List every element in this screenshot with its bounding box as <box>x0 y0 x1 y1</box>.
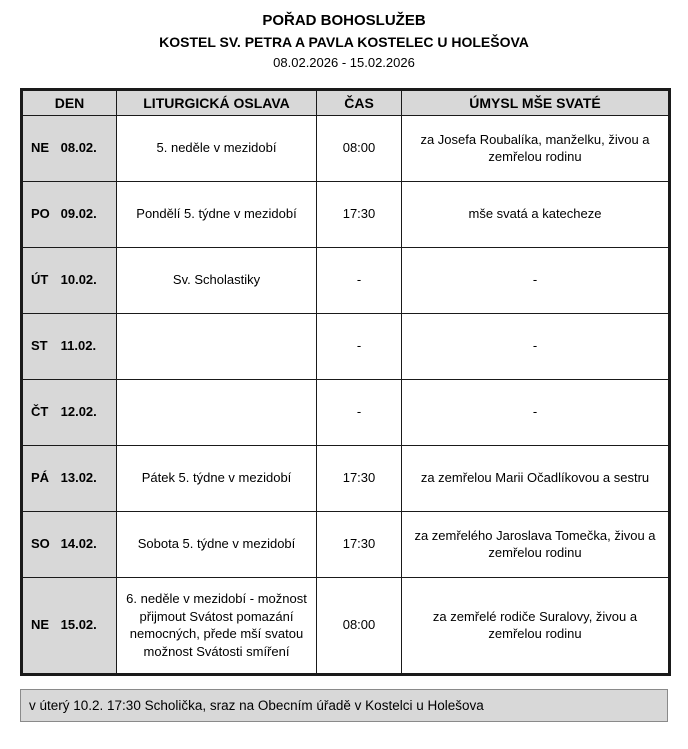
day-abbr: PÁ <box>31 470 50 486</box>
table-row <box>22 313 670 379</box>
celebration-cell: Sobota 5. týdne v mezidobí <box>117 511 317 577</box>
col-header-umysl: ÚMYSL MŠE SVATÉ <box>402 89 670 115</box>
intention-cell: za zemřelého Jaroslava Tomečka, živou a zemřelou rodinu <box>402 511 670 577</box>
intention-cell: - <box>402 313 670 379</box>
day-abbr: ÚT <box>31 272 49 288</box>
time-cell: 17:30 <box>317 445 402 511</box>
time-cell: 08:00 <box>317 577 402 674</box>
intention-cell: za Josefa Roubalíka, manželku, živou a zemřelou rodinu <box>402 115 670 181</box>
celebration-cell <box>117 313 317 379</box>
day-abbr: NE <box>31 617 50 633</box>
schedule-table <box>20 88 671 676</box>
col-header-cas: ČAS <box>317 89 402 115</box>
time-cell: - <box>317 247 402 313</box>
time-cell: - <box>317 313 402 379</box>
celebration-cell: Sv. Scholastiky <box>117 247 317 313</box>
table-row <box>22 445 670 511</box>
celebration-cell: Pondělí 5. týdne v mezidobí <box>117 181 317 247</box>
table-row <box>22 379 670 445</box>
table-row <box>22 577 670 674</box>
day-cell <box>22 115 117 181</box>
day-cell <box>22 577 117 674</box>
intention-cell: za zemřelé rodiče Suralovy, živou a zemřelou rodinu <box>402 577 670 674</box>
day-date: 09.02. <box>60 206 97 222</box>
table-row <box>22 115 670 181</box>
day-cell <box>22 247 117 313</box>
table-row <box>22 247 670 313</box>
day-abbr: SO <box>31 536 50 552</box>
day-cell <box>22 313 117 379</box>
table-header-row <box>22 89 670 115</box>
day-abbr: PO <box>31 206 50 222</box>
day-date: 10.02. <box>60 272 97 288</box>
celebration-cell <box>117 379 317 445</box>
day-date: 13.02. <box>60 470 97 486</box>
day-cell <box>22 445 117 511</box>
day-date: 14.02. <box>60 536 97 552</box>
celebration-cell: Pátek 5. týdne v mezidobí <box>117 445 317 511</box>
time-cell: 08:00 <box>317 115 402 181</box>
time-cell: 17:30 <box>317 511 402 577</box>
col-header-den: DEN <box>22 89 117 115</box>
table-row <box>22 181 670 247</box>
date-range: 08.02.2026 - 15.02.2026 <box>273 54 415 70</box>
time-cell: - <box>317 379 402 445</box>
time-cell: 17:30 <box>317 181 402 247</box>
page-subtitle: KOSTEL SV. PETRA A PAVLA KOSTELEC U HOLEŠOVA <box>159 33 529 50</box>
day-abbr: NE <box>31 140 50 156</box>
day-cell <box>22 379 117 445</box>
celebration-cell: 6. neděle v mezidobí - možnost přijmout Svátost pomazání nemocných, přede mší svatou možnost Svátosti smíření <box>117 577 317 674</box>
day-abbr: ST <box>31 338 48 354</box>
day-date: 08.02. <box>60 140 97 156</box>
intention-cell: mše svatá a katecheze <box>402 181 670 247</box>
day-date: 11.02. <box>60 338 97 354</box>
table-row <box>22 511 670 577</box>
day-abbr: ČT <box>31 404 49 420</box>
day-cell <box>22 511 117 577</box>
intention-cell: za zemřelou Marii Očadlíkovou a sestru <box>402 445 670 511</box>
intention-cell: - <box>402 379 670 445</box>
day-cell <box>22 181 117 247</box>
col-header-liturgicka-oslava: LITURGICKÁ OSLAVA <box>117 89 317 115</box>
day-date: 12.02. <box>60 404 97 420</box>
page-title: POŘAD BOHOSLUŽEB <box>262 12 426 29</box>
celebration-cell: 5. neděle v mezidobí <box>117 115 317 181</box>
footer-note: v úterý 10.2. 17:30 Scholička, sraz na Obecním úřadě v Kostelci u Holešova <box>20 689 668 722</box>
day-date: 15.02. <box>60 617 97 633</box>
document-header <box>20 10 668 74</box>
intention-cell: - <box>402 247 670 313</box>
